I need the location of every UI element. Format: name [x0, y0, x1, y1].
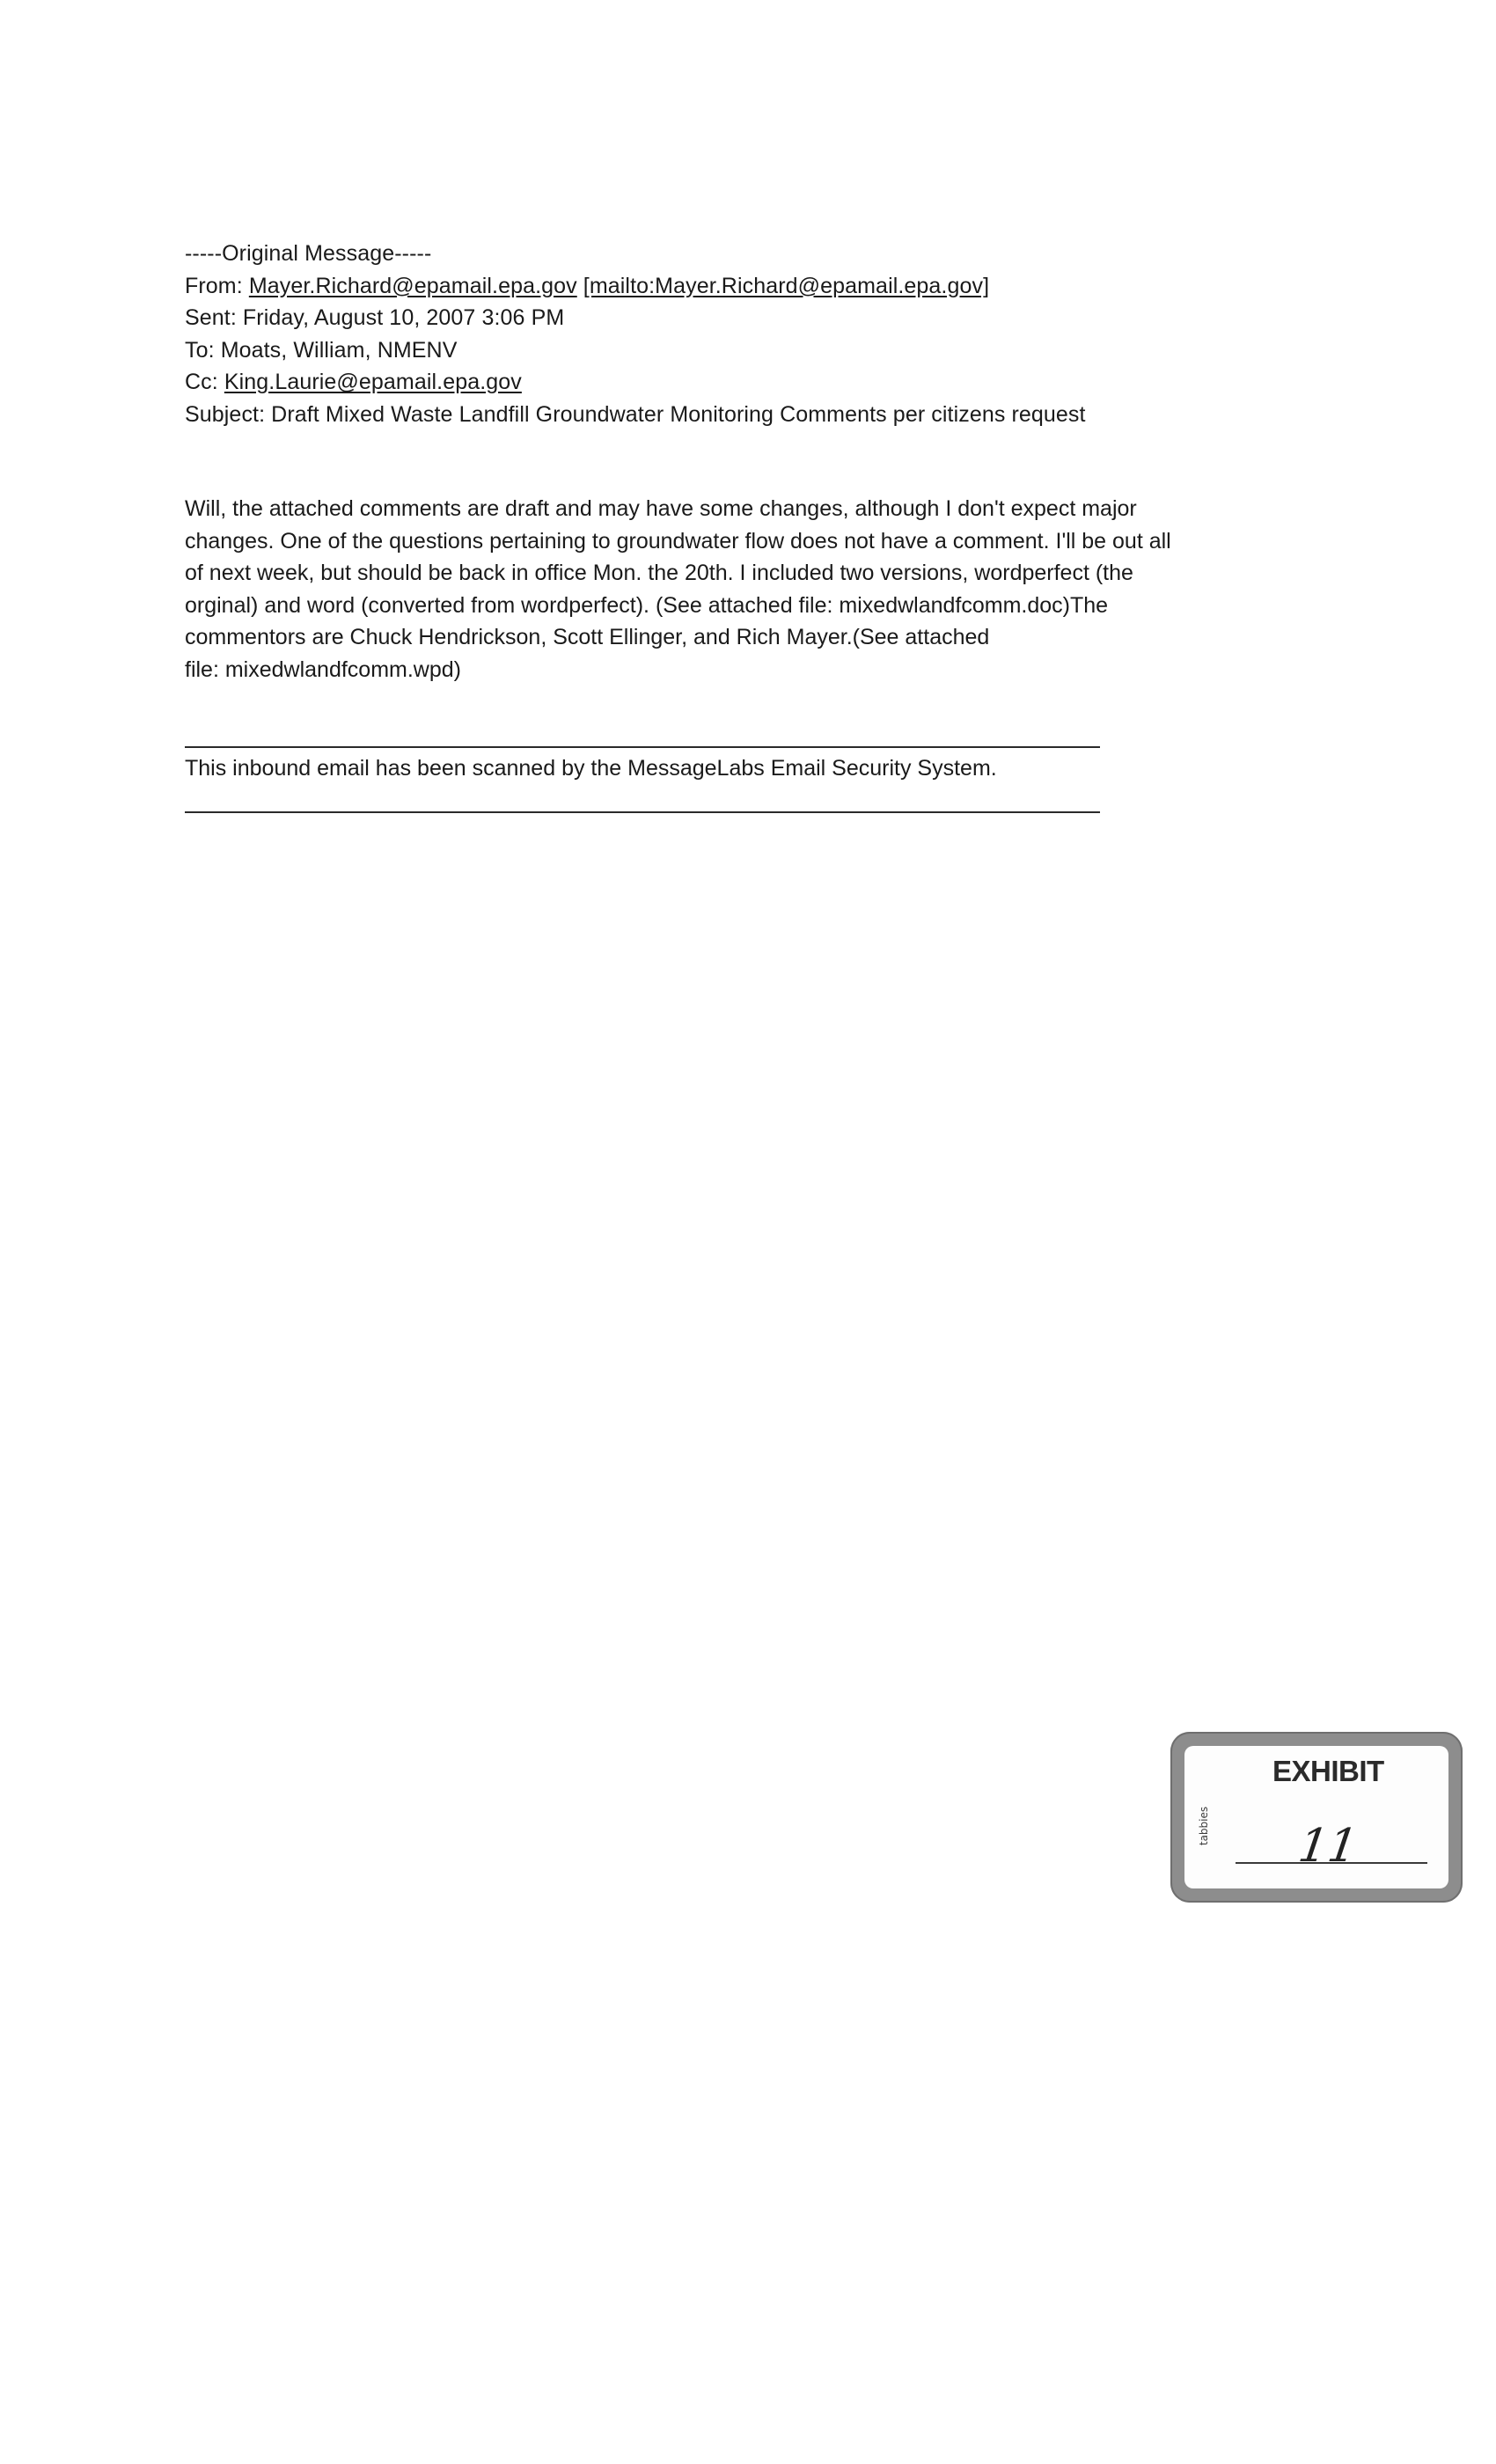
subject-line: Subject: Draft Mixed Waste Landfill Groundwater Monitoring Comments per citizens request	[185, 401, 1086, 427]
email-header	[185, 238, 1329, 430]
from-label: From:	[185, 273, 249, 298]
body-line: file: mixedwlandfcomm.wpd)	[185, 656, 461, 682]
email-body	[185, 493, 1311, 686]
divider-top	[185, 746, 1100, 748]
divider-bottom	[185, 811, 1100, 813]
exhibit-number-underline	[1236, 1862, 1427, 1864]
body-line: commentors are Chuck Hendrickson, Scott Ellinger, and Rich Mayer.(See attached	[185, 625, 990, 649]
cc-line	[185, 366, 1329, 399]
from-mailto-link[interactable]: [mailto:Mayer.Richard@epamail.epa.gov]	[583, 273, 990, 298]
exhibit-sticker-label-area	[1184, 1746, 1448, 1888]
to-line: To: Moats, William, NMENV	[185, 337, 458, 363]
sticker-brand-mark: tabbies	[1198, 1806, 1210, 1846]
scan-notice: This inbound email has been scanned by the MessageLabs Email Security System.	[185, 756, 997, 781]
exhibit-sticker	[1170, 1732, 1463, 1903]
body-line: changes. One of the questions pertaining to groundwater flow does not have a comment. I'll be out all	[185, 528, 1171, 554]
cc-label: Cc:	[185, 370, 224, 394]
body-line: of next week, but should be back in office Mon. the 20th. I included two versions, wordperfect (the	[185, 561, 1133, 585]
body-line: orginal) and word (converted from wordperfect). (See attached file: mixedwlandfcomm.doc)The	[185, 592, 1109, 618]
body-line: Will, the attached comments are draft and may have some changes, although I don't expect major	[185, 496, 1137, 521]
cc-email-link[interactable]: King.Laurie@epamail.epa.gov	[224, 370, 522, 394]
sent-line: Sent: Friday, August 10, 2007 3:06 PM	[185, 305, 565, 330]
exhibit-number: 11	[1294, 1820, 1361, 1873]
original-message-label: -----Original Message-----	[185, 241, 432, 266]
exhibit-title: EXHIBIT	[1272, 1755, 1384, 1787]
from-line	[185, 270, 1329, 303]
from-email-link[interactable]: Mayer.Richard@epamail.epa.gov	[248, 273, 577, 298]
